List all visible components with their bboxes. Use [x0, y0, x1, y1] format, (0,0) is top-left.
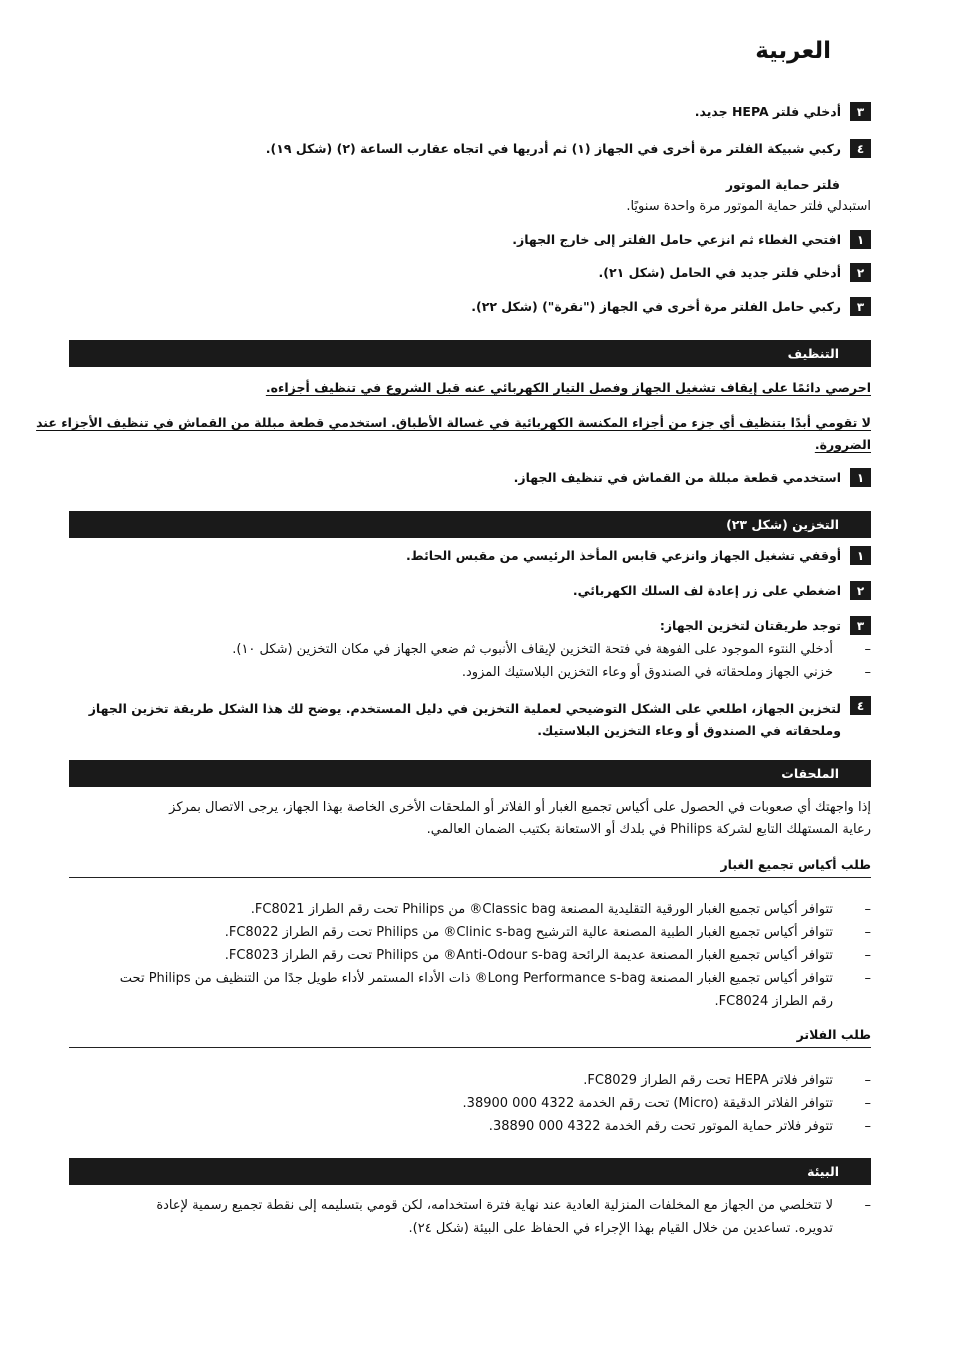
storage-option-2 [462, 661, 871, 684]
filter-item-3 [489, 1115, 871, 1138]
cleaning-warning-2b: الضرورة. [814, 437, 871, 452]
step-text: أوقفي تشغيل الجهاز وانزعي قابس المأخذ الرئيسي من مقبس الحائط. [405, 548, 841, 563]
cleaning-warning-2a: لا تقومي أبدًا بتنظيف أي جزء من أجزاء المكنسة الكهربائية في غسالة الأطباق. استخدمي قطعة مبللة من القماش في تنظيف الأجزاء عند [36, 415, 871, 430]
option-text: خزني الجهاز وملحقاته في الصندوق أو وعاء التخزين البلاستيك المزود. [461, 665, 833, 680]
storage-step-1 [406, 548, 871, 565]
motor-step-3 [471, 299, 871, 316]
step-text: ركبي شبيكة الفلتر مرة أخرى في الجهاز (١) ثم أدريها في اتجاه عقارب الساعة (٢) (شكل ١٩). [265, 141, 841, 156]
dash-marker: – [864, 1073, 871, 1088]
dust-bag-item-2 [225, 921, 871, 944]
dash-marker: – [864, 1198, 871, 1213]
section-bar-environment: البيئة [69, 1158, 871, 1185]
dash-marker: – [864, 1119, 871, 1134]
step-number: ١ [850, 468, 871, 487]
dust-bag-item-3 [225, 944, 871, 967]
section-bar-cleaning: التنظيف [69, 340, 871, 367]
dust-bags-heading: طلب أكياس تجميع الغبار [720, 857, 871, 872]
accessories-intro [169, 797, 871, 841]
item-text-line-2: رقم الطراز FC8024. [714, 994, 833, 1009]
step-text: توجد طريقتان لتخزين الجهاز: [659, 618, 841, 633]
item-text-line-1: تتوافر أكياس تجميع الغبار المصنعة Long Performance s-bag® ذات الأداء المستمر لأداء طويل جدًا من التنظيف من Philips تحت [119, 971, 833, 986]
item-text: تتوافر فلاتر HEPA تحت رقم الطراز FC8029. [583, 1073, 833, 1088]
storage-option-1 [232, 638, 871, 661]
step-text [89, 698, 841, 742]
step-text-line-1: لتخزين الجهاز، اطلعي على الشكل التوضيحي لعملية التخزين في دليل المستخدم. يوضح لك هذا الشكل طريقة تخزين الجهاز [88, 701, 841, 716]
item-text: تتوافر الفلاتر الدقيقة (Micro) تحت رقم الخدمة 4322 000 38900. [462, 1096, 833, 1111]
step-text: أدخلي فلتر جديد في الحامل (شكل ٢١). [598, 265, 841, 280]
environment-item [156, 1194, 871, 1240]
step-number: ٣ [850, 297, 871, 316]
step-text: أدخلي فلتر HEPA جديد. [694, 104, 841, 119]
item-text: تتوفر فلاتر حماية الموتور تحت رقم الخدمة 4322 000 38890. [488, 1119, 833, 1134]
step-number: ١ [850, 230, 871, 249]
cleaning-warning-1: احرصي دائمًا على إيقاف تشغيل الجهاز وفصل التيار الكهربائي عنه قبل الشروع في تنظيف أجزاءه. [265, 380, 871, 395]
step-number: ٢ [850, 263, 871, 282]
motor-step-2 [599, 265, 871, 282]
step-text: ركبي حامل الفلتر مرة أخرى في الجهاز ("نقرة") (شكل ٢٢). [471, 299, 841, 314]
dust-bag-item-4 [120, 967, 871, 1013]
storage-step-4 [89, 698, 871, 742]
storage-step-3 [660, 618, 871, 635]
step-text: استخدمي قطعة مبللة من القماش في تنظيف الجهاز. [513, 470, 841, 485]
accessories-intro-line-1: إذا واجهتك أي صعوبات في الحصول على أكياس تجميع الغبار أو الفلاتر أو الملحقات الأخرى الخاصة بهذا الجهاز، يرجى الاتصال بمركز [169, 800, 871, 815]
motor-filter-intro: استبدلي فلتر حماية الموتور مرة واحدة سنويًا. [626, 199, 871, 214]
dash-marker: – [864, 665, 871, 680]
dash-marker: – [864, 925, 871, 940]
motor-step-1 [512, 232, 871, 249]
step-number: ٣ [850, 616, 871, 635]
step-number: ٤ [850, 139, 871, 158]
item-text [156, 1194, 833, 1240]
step-number: ١ [850, 546, 871, 565]
divider-line [69, 1047, 871, 1048]
section-bar-storage: التخزين (شكل ٢٣) [69, 511, 871, 538]
step-text-line-2: وملحقاته في الصندوق أو وعاء التخزين البلاستيك. [537, 723, 841, 738]
item-text: تتوافر أكياس تجميع الغبار الورقية التقليدية المصنعة Classic bag® من Philips تحت رقم الطراز FC8021. [250, 902, 833, 917]
step-number: ٣ [850, 102, 871, 121]
divider-line [69, 877, 871, 878]
step-text: اضغطي على زر إعادة لف السلك الكهربائي. [572, 583, 841, 598]
step-3-new-hepa [695, 104, 871, 121]
filter-item-2 [463, 1092, 871, 1115]
section-bar-accessories: الملحقات [69, 760, 871, 787]
step-number: ٤ [850, 696, 871, 715]
option-text: أدخلي النتوء الموجود على الفوهة في فتحة التخزين لإيقاف الأنبوب ثم ضعي الجهاز في مكان التخزين (شكل ١٠). [232, 642, 833, 657]
step-4-refit-grille [266, 141, 871, 158]
page-title: العربية [755, 38, 831, 64]
step-text: افتحي الغطاء ثم انزعي حامل الفلتر إلى خارج الجهاز. [512, 232, 841, 247]
item-text: تتوافر أكياس تجميع الغبار المصنعة عديمة الرائحة Anti-Odour s-bag® من Philips تحت رقم الطراز FC8023. [224, 948, 833, 963]
filter-item-1 [583, 1069, 871, 1092]
filters-heading: طلب الفلاتر [796, 1027, 871, 1042]
item-text-line-1: لا تتخلصي من الجهاز مع المخلفات المنزلية العادية عند نهاية فترة استخدامه، لكن قومي بتسليمه إلى نقطة تجميع رسمية لإعادة [156, 1198, 833, 1213]
cleaning-step-1 [514, 470, 871, 487]
dash-marker: – [864, 902, 871, 917]
dash-marker: – [864, 971, 871, 986]
accessories-intro-line-2: رعاية المستهلك التابع لشركة Philips في بلدك أو الاستعانة بكتيب الضمان العالمي. [426, 822, 871, 837]
dust-bag-item-1 [251, 898, 871, 921]
dash-marker: – [864, 948, 871, 963]
storage-step-2 [573, 583, 871, 600]
step-number: ٢ [850, 581, 871, 600]
item-text: تتوافر أكياس تجميع الغبار الطبية المصنعة عالية الترشيح Clinic s-bag® من Philips تحت رقم الطراز FC8022. [224, 925, 833, 940]
motor-filter-heading: فلتر حماية الموتور [725, 177, 840, 192]
dash-marker: – [864, 1096, 871, 1111]
dash-marker: – [864, 642, 871, 657]
item-text [120, 967, 833, 1013]
item-text-line-2: تدويره. تساعدين من خلال القيام بهذا الإجراء في الحفاظ على البيئة (شكل ٢٤). [408, 1221, 833, 1236]
